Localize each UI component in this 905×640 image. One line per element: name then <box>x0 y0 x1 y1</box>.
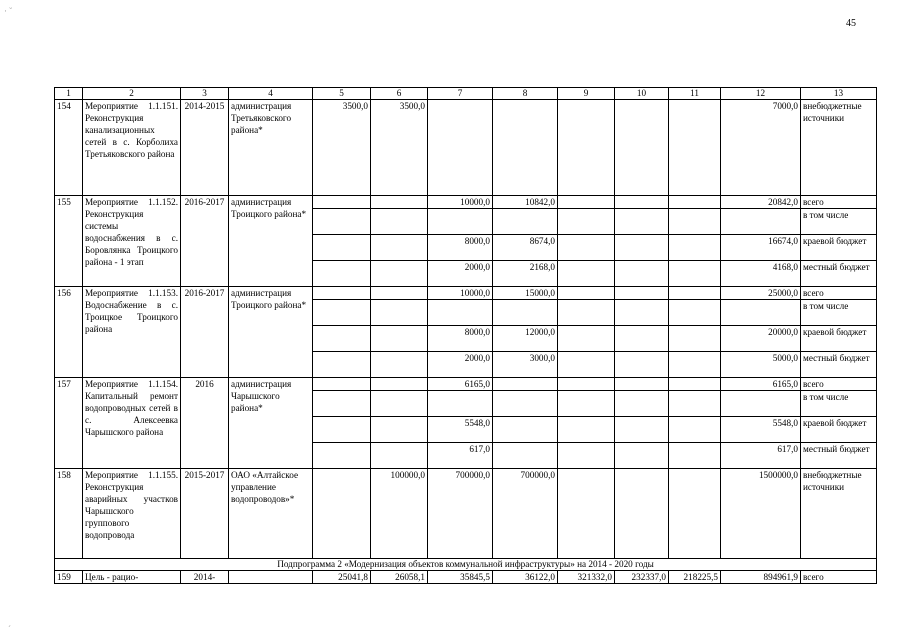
value-cell: 2168,0 <box>493 261 558 287</box>
header-cell: 8 <box>493 88 558 100</box>
value-cell: 232337,0 <box>615 571 669 584</box>
header-cell: 6 <box>371 88 428 100</box>
header-cell: 12 <box>721 88 801 100</box>
executor: администрация Чарышского района* <box>229 378 313 469</box>
measure-name: Мероприятие 1.1.154. Капитальный ремонт водопроводных сетей в с. Алексеевка Чарышского района <box>83 378 181 469</box>
header-cell: 10 <box>615 88 669 100</box>
total-cell: 7000,0 <box>721 100 801 196</box>
source-cell: краевой бюджет <box>801 326 877 352</box>
table-row <box>55 287 877 300</box>
row-number: 159 <box>55 571 83 584</box>
source-cell: краевой бюджет <box>801 417 877 443</box>
executor: администрация Третьяковского района* <box>229 100 313 196</box>
header-cell: 9 <box>558 88 615 100</box>
total-cell: 20842,0 <box>721 196 801 209</box>
value-cell: 10842,0 <box>493 196 558 209</box>
header-cell: 3 <box>181 88 229 100</box>
row-number: 158 <box>55 469 83 559</box>
row-number: 157 <box>55 378 83 469</box>
value-cell: 35845,5 <box>428 571 493 584</box>
total-cell: 894961,9 <box>721 571 801 584</box>
period: 2016-2017 <box>181 287 229 378</box>
source-cell: всего <box>801 378 877 391</box>
period: 2016-2017 <box>181 196 229 287</box>
value-cell: 2000,0 <box>428 261 493 287</box>
header-cell: 4 <box>229 88 313 100</box>
header-cell: 1 <box>55 88 83 100</box>
total-cell: 16674,0 <box>721 235 801 261</box>
total-cell: 5000,0 <box>721 352 801 378</box>
row-number: 155 <box>55 196 83 287</box>
value-cell: 700000,0 <box>428 469 493 559</box>
scan-mark: · ˘ <box>4 6 13 16</box>
table-row <box>55 196 877 209</box>
source-cell: всего <box>801 287 877 300</box>
table-row <box>55 571 877 584</box>
subprogram-row <box>55 559 877 571</box>
period: 2016 <box>181 378 229 469</box>
value-cell: 3000,0 <box>493 352 558 378</box>
source-cell: в том числе <box>801 391 877 417</box>
executor: администрация Троицкого района* <box>229 287 313 378</box>
value-cell: 10000,0 <box>428 287 493 300</box>
source-cell: всего <box>801 571 877 584</box>
header-row <box>55 88 877 100</box>
value-cell: 25041,8 <box>313 571 371 584</box>
source-cell: в том числе <box>801 300 877 326</box>
source-cell: внебюджетные источники <box>801 100 877 196</box>
total-cell: 6165,0 <box>721 378 801 391</box>
value-cell: 700000,0 <box>493 469 558 559</box>
measure-name: Мероприятие 1.1.152. Реконструкция системы водоснабжения в с. Боровлянка Троицкого района - 1 этап <box>83 196 181 287</box>
value-cell: 321332,0 <box>558 571 615 584</box>
period: 2014-2015 <box>181 100 229 196</box>
source-cell: всего <box>801 196 877 209</box>
measure-name: Мероприятие 1.1.155. Реконструкция аварийных участков Чарышского группового водопровода <box>83 469 181 559</box>
scan-mark: ˊ <box>8 624 11 634</box>
page-number: 45 <box>846 18 856 29</box>
row-number: 156 <box>55 287 83 378</box>
value-cell: 36122,0 <box>493 571 558 584</box>
executor: ОАО «Алтайское управление водопроводов»* <box>229 469 313 559</box>
value-cell: 8674,0 <box>493 235 558 261</box>
header-cell: 2 <box>83 88 181 100</box>
source-cell: краевой бюджет <box>801 235 877 261</box>
period: 2015-2017 <box>181 469 229 559</box>
header-cell: 5 <box>313 88 371 100</box>
value-cell: 8000,0 <box>428 326 493 352</box>
table-row <box>55 100 877 196</box>
subprogram-title: Подпрограмма 2 «Модернизация объектов коммунальной инфраструктуры» на 2014 - 2020 годы <box>55 559 877 571</box>
total-cell: 4168,0 <box>721 261 801 287</box>
measure-name: Мероприятие 1.1.153. Водоснабжение в с. Троицкое Троицкого района <box>83 287 181 378</box>
source-cell: местный бюджет <box>801 443 877 469</box>
value-cell: 2000,0 <box>428 352 493 378</box>
value-cell: 8000,0 <box>428 235 493 261</box>
total-cell: 20000,0 <box>721 326 801 352</box>
value-cell: 218225,5 <box>669 571 721 584</box>
table-row <box>55 378 877 391</box>
value-cell: 10000,0 <box>428 196 493 209</box>
value-cell: 15000,0 <box>493 287 558 300</box>
total-cell: 1500000,0 <box>721 469 801 559</box>
row-number: 154 <box>55 100 83 196</box>
budget-table <box>54 87 877 584</box>
value-cell: 100000,0 <box>371 469 428 559</box>
value-cell: 6165,0 <box>428 378 493 391</box>
value-cell: 12000,0 <box>493 326 558 352</box>
value-cell: 3500,0 <box>313 100 371 196</box>
source-cell: местный бюджет <box>801 352 877 378</box>
executor: администрация Троицкого района* <box>229 196 313 287</box>
source-cell: внебюджетные источники <box>801 469 877 559</box>
measure-name: Мероприятие 1.1.151. Реконструкция канализационных сетей в с. Корболиха Третьяковского района <box>83 100 181 196</box>
header-cell: 7 <box>428 88 493 100</box>
table-row <box>55 469 877 559</box>
period: 2014- <box>181 571 229 584</box>
value-cell: 26058,1 <box>371 571 428 584</box>
source-cell: в том числе <box>801 209 877 235</box>
total-cell: 617,0 <box>721 443 801 469</box>
header-cell: 11 <box>669 88 721 100</box>
measure-name: Цель - рацио- <box>83 571 181 584</box>
value-cell: 5548,0 <box>428 417 493 443</box>
header-cell: 13 <box>801 88 877 100</box>
source-cell: местный бюджет <box>801 261 877 287</box>
total-cell: 25000,0 <box>721 287 801 300</box>
value-cell: 3500,0 <box>371 100 428 196</box>
value-cell: 617,0 <box>428 443 493 469</box>
total-cell: 5548,0 <box>721 417 801 443</box>
